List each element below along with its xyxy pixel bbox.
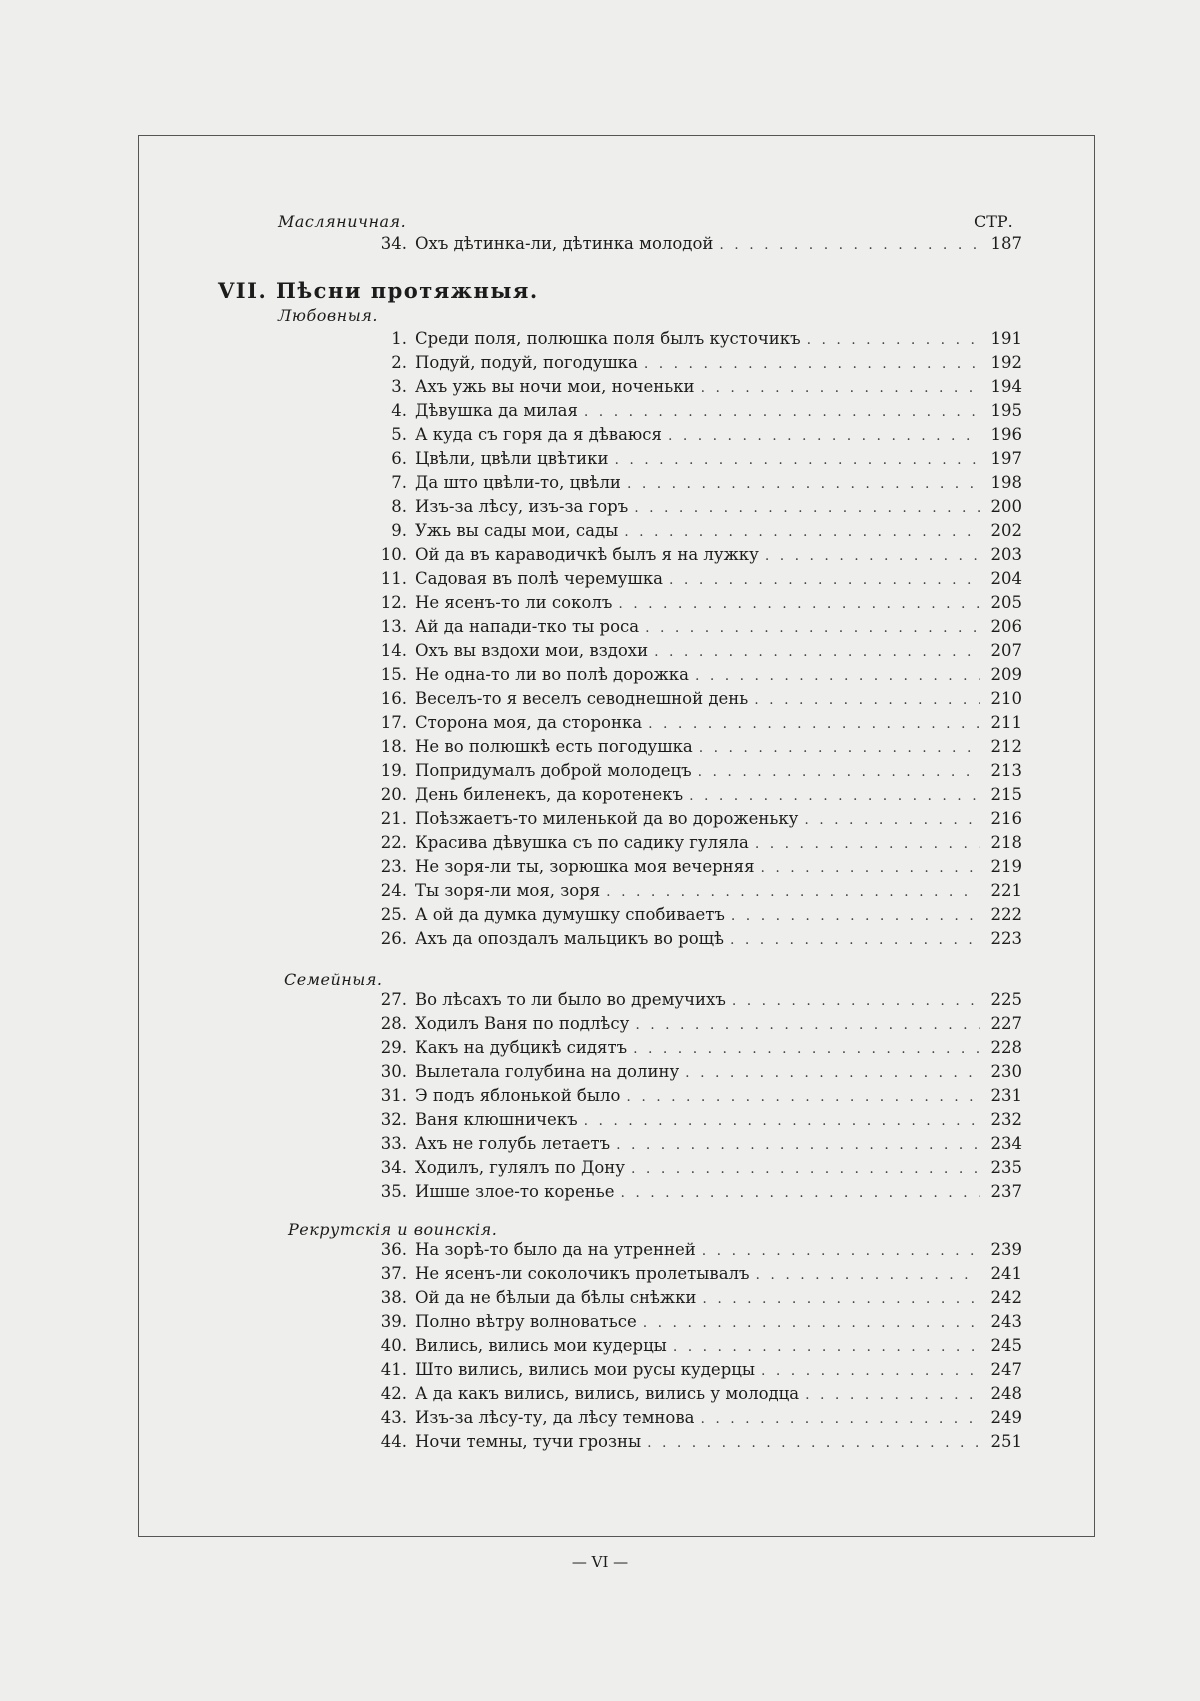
dot-leader (695, 668, 980, 684)
dot-leader (631, 1161, 980, 1177)
entry-title: Ваня клюшничекъ (415, 1110, 578, 1129)
entry-title: Не одна-то ли во полѣ дорожка (415, 665, 689, 684)
entry-title: Ты зоря-ли моя, зоря (415, 881, 601, 900)
section-label-shrovetide: Масляничная. (278, 212, 407, 231)
entry-page: 192 (990, 353, 1022, 372)
entry-title: Попридумалъ доброй молодецъ (415, 761, 692, 780)
entry-title: День биленекъ, да коротенекъ (415, 785, 684, 804)
dot-leader (584, 404, 980, 420)
dot-leader (614, 452, 980, 468)
entry-page: 242 (990, 1288, 1022, 1307)
entry-number: 17. (380, 713, 407, 732)
entry-number: 41. (380, 1360, 407, 1379)
entry-page: 249 (990, 1408, 1022, 1427)
entry-page: 210 (990, 689, 1022, 708)
dot-leader (626, 1089, 980, 1105)
entry-number: 5. (391, 425, 407, 444)
entry-page: 235 (990, 1158, 1022, 1177)
dot-leader (647, 1435, 980, 1451)
entry-number: 25. (380, 905, 407, 924)
dot-leader (698, 764, 980, 780)
dot-leader (618, 596, 980, 612)
entry-page: 209 (990, 665, 1022, 684)
dot-leader (685, 1065, 980, 1081)
entry-number: 14. (380, 641, 407, 660)
entry-number: 15. (380, 665, 407, 684)
toc-entry[interactable] (352, 473, 1022, 495)
entry-number: 26. (380, 929, 407, 948)
entry-title: Ой да въ караводичкѣ былъ я на лужку (415, 545, 759, 564)
entry-page: 234 (990, 1134, 1022, 1153)
toc-entry[interactable] (352, 665, 1022, 687)
entry-number: 34. (380, 1158, 407, 1177)
entry-number: 27. (380, 990, 407, 1009)
toc-entry[interactable] (352, 497, 1022, 519)
entry-page: 200 (990, 497, 1022, 516)
entry-title: Охъ вы вздохи мои, вздохи (415, 641, 649, 660)
entry-number: 2. (391, 353, 407, 372)
entry-number: 35. (380, 1182, 407, 1201)
toc-entry[interactable] (352, 857, 1022, 879)
entry-title: Ой да не бѣлыи да бѣлы снѣжки (415, 1288, 697, 1307)
toc-entry[interactable] (352, 1264, 1022, 1286)
entry-number: 19. (380, 761, 407, 780)
entry-title: Садовая въ полѣ черемушка (415, 569, 664, 588)
toc-entry[interactable] (352, 545, 1022, 567)
entry-title: А куда съ горя да я дѣваюся (415, 425, 662, 444)
entry-title: Среди поля, полюшка поля былъ кусточикъ (415, 329, 801, 348)
entry-page: 239 (990, 1240, 1022, 1259)
entry-page: 247 (990, 1360, 1022, 1379)
toc-entry[interactable] (352, 990, 1022, 1012)
entry-title: Ходилъ, гулялъ по Дону (415, 1158, 626, 1177)
entry-title: Ахъ ужь вы ночи мои, ноченьки (415, 377, 695, 396)
entry-number: 11. (380, 569, 407, 588)
section-label-family: Семейныя. (284, 970, 383, 989)
entry-title: Ай да напади-тко ты роса (415, 617, 640, 636)
toc-entry[interactable] (352, 785, 1022, 807)
entry-number: 21. (380, 809, 407, 828)
dot-leader (634, 500, 980, 516)
entry-page: 222 (990, 905, 1022, 924)
dot-leader (654, 644, 980, 660)
dot-leader (702, 1243, 980, 1259)
dot-leader (668, 428, 980, 444)
entry-number: 38. (380, 1288, 407, 1307)
entry-title: Ходилъ Ваня по подлѣсу (415, 1014, 630, 1033)
toc-entry[interactable] (352, 737, 1022, 759)
dot-leader (732, 993, 980, 1009)
entry-number: 1. (391, 329, 407, 348)
entry-number: 8. (391, 497, 407, 516)
dot-leader (719, 237, 980, 253)
toc-entry[interactable] (352, 1134, 1022, 1156)
entry-page: 245 (990, 1336, 1022, 1355)
entry-page: 197 (990, 449, 1022, 468)
entry-page: 221 (990, 881, 1022, 900)
entry-page: 232 (990, 1110, 1022, 1129)
dot-leader (700, 1411, 980, 1427)
entry-page: 203 (990, 545, 1022, 564)
entry-title: Полно вѣтру волноватьсе (415, 1312, 637, 1331)
entry-page: 207 (990, 641, 1022, 660)
dot-leader (805, 1387, 980, 1403)
entry-number: 32. (380, 1110, 407, 1129)
entry-page: 248 (990, 1384, 1022, 1403)
entry-title: Изъ-за лѣсу, изъ-за горъ (415, 497, 629, 516)
entry-title: Цвѣли, цвѣли цвѣтики (415, 449, 609, 468)
entry-title: Какъ на дубцикѣ сидятъ (415, 1038, 628, 1057)
entry-number: 12. (380, 593, 407, 612)
entry-page: 196 (990, 425, 1022, 444)
entry-number: 31. (380, 1086, 407, 1105)
dot-leader (756, 1267, 980, 1283)
dot-leader (761, 1363, 980, 1379)
entry-title: На зорѣ-то было да на утренней (415, 1240, 696, 1259)
entry-number: 37. (380, 1264, 407, 1283)
toc-entry[interactable] (352, 1086, 1022, 1108)
toc-entry[interactable] (352, 905, 1022, 927)
dot-leader (730, 932, 980, 948)
toc-entry[interactable] (352, 833, 1022, 855)
dot-leader (673, 1339, 980, 1355)
dot-leader (765, 548, 980, 564)
entry-page: 212 (990, 737, 1022, 756)
entry-page: 198 (990, 473, 1022, 492)
entry-page: 194 (990, 377, 1022, 396)
toc-entry[interactable] (352, 1336, 1022, 1358)
entry-title: Ужь вы сады мои, сады (415, 521, 619, 540)
dot-leader (754, 692, 980, 708)
entry-page: 223 (990, 929, 1022, 948)
entry-number: 10. (380, 545, 407, 564)
dot-leader (648, 716, 980, 732)
toc-entry[interactable] (352, 521, 1022, 543)
entry-number: 29. (380, 1038, 407, 1057)
entry-page: 204 (990, 569, 1022, 588)
toc-entry[interactable] (352, 593, 1022, 615)
toc-entry[interactable] (352, 401, 1022, 423)
entry-page: 206 (990, 617, 1022, 636)
entry-number: 6. (391, 449, 407, 468)
entry-title: Не ясенъ-ли соколочикъ пролетывалъ (415, 1264, 750, 1283)
entry-title: Дѣвушка да милая (415, 401, 578, 420)
toc-entry[interactable] (352, 1110, 1022, 1132)
toc-entry[interactable] (352, 1182, 1022, 1204)
entry-number: 13. (380, 617, 407, 636)
entry-title: Вились, вились мои кудерцы (415, 1336, 667, 1355)
entry-page: 241 (990, 1264, 1022, 1283)
entry-number: 36. (380, 1240, 407, 1259)
dot-leader (699, 740, 980, 756)
dot-leader (643, 1315, 980, 1331)
entry-title: Ишше злое-то коренье (415, 1182, 615, 1201)
dot-leader (644, 356, 980, 372)
entry-page: 227 (990, 1014, 1022, 1033)
entry-title: Ахъ да опоздалъ мальцикъ во рощѣ (415, 929, 724, 948)
entry-number: 40. (380, 1336, 407, 1355)
entry-title: Не ясенъ-то ли соколъ (415, 593, 613, 612)
toc-entry[interactable] (352, 425, 1022, 447)
toc-entry[interactable] (352, 353, 1022, 375)
entry-number: 7. (391, 473, 407, 492)
toc-entry[interactable] (352, 1158, 1022, 1180)
entry-number: 28. (380, 1014, 407, 1033)
entry-title: Сторона моя, да сторонка (415, 713, 643, 732)
entry-page: 251 (990, 1432, 1022, 1451)
entry-title: Охъ дѣтинка-ли, дѣтинка молодой (415, 234, 714, 253)
entry-title: А ой да думка думушку спобиваетъ (415, 905, 725, 924)
toc-entry[interactable] (352, 881, 1022, 903)
entry-title: Не зоря-ли ты, зорюшка моя вечерняя (415, 857, 755, 876)
entry-page: 243 (990, 1312, 1022, 1331)
toc-entry[interactable] (352, 1240, 1022, 1262)
dot-leader (584, 1113, 980, 1129)
entry-page: 213 (990, 761, 1022, 780)
toc-entry[interactable] (352, 1062, 1022, 1084)
dot-leader (624, 524, 980, 540)
entry-number: 16. (380, 689, 407, 708)
toc-entry[interactable] (352, 641, 1022, 663)
toc-entry[interactable] (352, 377, 1022, 399)
entry-title: Што вились, вились мои русы кудерцы (415, 1360, 755, 1379)
entry-number: 9. (391, 521, 407, 540)
entry-number: 33. (380, 1134, 407, 1153)
entry-title: Поѣзжаетъ-то миленькой да во дороженьку (415, 809, 799, 828)
toc-entry[interactable] (352, 617, 1022, 639)
footer-page-number: — VI — (571, 1553, 629, 1571)
dot-leader (633, 1041, 980, 1057)
entry-number: 18. (380, 737, 407, 756)
toc-entry[interactable] (352, 1014, 1022, 1036)
dot-leader (689, 788, 980, 804)
chapter-heading: VII. Пѣсни протяжныя. (218, 278, 539, 303)
entry-page: 237 (990, 1182, 1022, 1201)
entry-title: Не во полюшкѣ есть погодушка (415, 737, 693, 756)
dot-leader (807, 332, 980, 348)
entry-title: А да какъ вились, вились, вились у молодца (415, 1384, 800, 1403)
dot-leader (701, 380, 980, 396)
toc-entry[interactable] (352, 569, 1022, 591)
entry-page: 191 (990, 329, 1022, 348)
toc-entry[interactable] (352, 809, 1022, 831)
dot-leader (620, 1185, 980, 1201)
entry-number: 22. (380, 833, 407, 852)
entry-title: Э подъ яблонькой было (415, 1086, 621, 1105)
entry-page: 215 (990, 785, 1022, 804)
entry-title: Красива дѣвушка съ по садику гуляла (415, 833, 749, 852)
entry-title: Изъ-за лѣсу-ту, да лѣсу темнова (415, 1408, 695, 1427)
entry-number: 4. (391, 401, 407, 420)
entry-number: 44. (380, 1432, 407, 1451)
entry-page: 211 (990, 713, 1022, 732)
entry-page: 205 (990, 593, 1022, 612)
entry-title: Вылетала голубина на долину (415, 1062, 680, 1081)
entry-number: 23. (380, 857, 407, 876)
entry-number: 3. (391, 377, 407, 396)
entry-page: 202 (990, 521, 1022, 540)
entry-page: 195 (990, 401, 1022, 420)
entry-number: 42. (380, 1384, 407, 1403)
dot-leader (645, 620, 980, 636)
dot-leader (760, 860, 980, 876)
entry-page: 230 (990, 1062, 1022, 1081)
dot-leader (606, 884, 980, 900)
entry-title: Ночи темны, тучи грозны (415, 1432, 642, 1451)
toc-entry[interactable] (352, 329, 1022, 351)
entry-page: 216 (990, 809, 1022, 828)
entry-page: 231 (990, 1086, 1022, 1105)
toc-entry[interactable] (352, 761, 1022, 783)
dot-leader (755, 836, 980, 852)
toc-entry[interactable] (352, 1408, 1022, 1430)
dot-leader (731, 908, 980, 924)
toc-entry[interactable] (352, 1312, 1022, 1334)
toc-entry[interactable] (352, 929, 1022, 951)
toc-entry[interactable] (352, 713, 1022, 735)
section-label-love: Любовныя. (278, 306, 378, 325)
entry-number: 39. (380, 1312, 407, 1331)
toc-entry[interactable] (352, 1360, 1022, 1382)
dot-leader (635, 1017, 980, 1033)
toc-entry[interactable] (352, 1288, 1022, 1310)
entry-title: Ахъ не голубь летаетъ (415, 1134, 611, 1153)
dot-leader (669, 572, 980, 588)
entry-page: 219 (990, 857, 1022, 876)
entry-page: 225 (990, 990, 1022, 1009)
entry-number: 34. (380, 234, 407, 253)
dot-leader (804, 812, 980, 828)
dot-leader (616, 1137, 980, 1153)
entry-title: Веселъ-то я веселъ севоднешной день (415, 689, 749, 708)
toc-entry[interactable] (352, 1384, 1022, 1406)
entry-number: 30. (380, 1062, 407, 1081)
entry-page: 228 (990, 1038, 1022, 1057)
toc-entry[interactable] (352, 449, 1022, 471)
entry-number: 20. (380, 785, 407, 804)
toc-entry[interactable] (352, 689, 1022, 711)
entry-title: Подуй, подуй, погодушка (415, 353, 638, 372)
entry-title: Во лѣсахъ то ли было во дремучихъ (415, 990, 726, 1009)
dot-leader (627, 476, 980, 492)
entry-number: 43. (380, 1408, 407, 1427)
toc-entry[interactable] (352, 234, 1022, 256)
entry-page: 187 (990, 234, 1022, 253)
entry-page: 218 (990, 833, 1022, 852)
entry-number: 24. (380, 881, 407, 900)
entry-title: Да што цвѣли-то, цвѣли (415, 473, 621, 492)
page-column-label: СТР. (974, 212, 1013, 231)
toc-entry[interactable] (352, 1038, 1022, 1060)
section-label-recruit: Рекрутскія и воинскія. (288, 1220, 498, 1239)
dot-leader (702, 1291, 980, 1307)
toc-entry[interactable] (352, 1432, 1022, 1454)
